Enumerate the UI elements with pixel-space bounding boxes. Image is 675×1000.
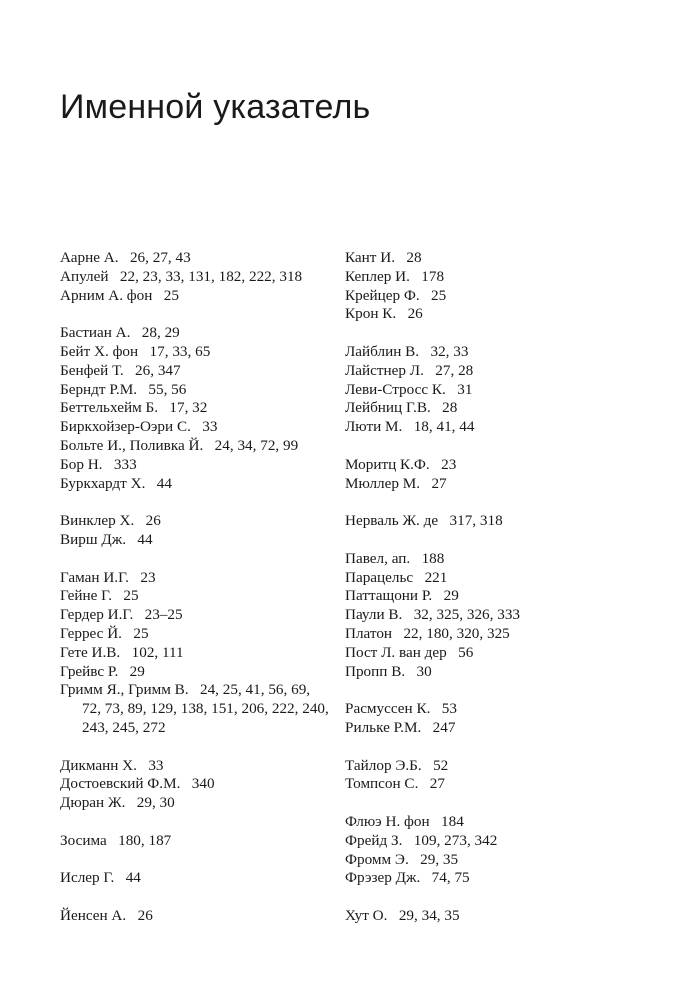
index-entry [60, 456, 330, 475]
entry-name: Фромм Э. [345, 850, 409, 868]
entry-name: Гаман И.Г. [60, 568, 129, 586]
index-entry [60, 268, 330, 287]
index-entry [345, 832, 635, 851]
index-letter-group [345, 456, 635, 494]
entry-pages: 25 [431, 286, 447, 304]
entry-pages: 25 [133, 624, 149, 642]
entry-pages: 18, 41, 44 [413, 418, 475, 436]
index-entry [60, 531, 330, 550]
entry-name: Винклер Х. [60, 512, 135, 530]
index-entry [345, 249, 635, 268]
entry-name: Крон К. [345, 305, 397, 323]
index-entry [60, 249, 330, 268]
index-entry [60, 437, 330, 456]
entry-name: Ислер Г. [60, 869, 115, 887]
entry-pages: 24, 34, 72, 99 [214, 436, 299, 454]
entry-pages: 333 [113, 455, 137, 473]
entry-name: Геррес Й. [60, 624, 122, 642]
entry-pages: 27, 28 [435, 361, 474, 379]
index-entry [60, 512, 330, 531]
index-entry [345, 907, 635, 926]
index-letter-group [60, 324, 330, 493]
index-entry [60, 343, 330, 362]
index-letter-group [60, 569, 330, 738]
entry-pages: 31 [457, 380, 473, 398]
index-entry [60, 794, 330, 813]
index-letter-group [345, 813, 635, 888]
entry-name: Вирш Дж. [60, 530, 126, 548]
index-entry [345, 456, 635, 475]
entry-pages: 53 [441, 700, 457, 718]
index-entry [60, 587, 330, 606]
index-letter-group [60, 869, 330, 888]
entry-name: Тайлор Э.Б. [345, 756, 422, 774]
entry-name: Достоевский Ф.М. [60, 775, 181, 793]
entry-pages: 44 [156, 474, 172, 492]
entry-name: Дикманн Х. [60, 756, 137, 774]
entry-name: Флюэ Н. фон [345, 812, 430, 830]
entry-name: Крейцер Ф. [345, 286, 420, 304]
entry-pages: 30 [416, 662, 432, 680]
entry-name: Платон [345, 624, 393, 642]
entry-name: Арним А. фон [60, 286, 153, 304]
index-entry [345, 512, 635, 531]
index-entry [60, 418, 330, 437]
index-entry [60, 569, 330, 588]
entry-pages: 23 [441, 455, 457, 473]
entry-pages: 17, 32 [169, 399, 208, 417]
entry-pages: 28 [406, 249, 422, 266]
index-letter-group [345, 757, 635, 795]
entry-pages: 27 [429, 775, 445, 793]
index-entry [60, 869, 330, 888]
index-letter-group [60, 907, 330, 926]
index-letter-group [60, 249, 330, 305]
index-entry [60, 324, 330, 343]
entry-pages: 188 [421, 549, 445, 567]
index-letter-group [345, 907, 635, 926]
index-entry [60, 381, 330, 400]
index-entry [345, 475, 635, 494]
index-entry [60, 625, 330, 644]
entry-pages: 29, 30 [136, 794, 175, 812]
entry-pages: 109, 273, 342 [413, 831, 498, 849]
index-entry [345, 362, 635, 381]
entry-pages: 29, 35 [420, 850, 459, 868]
entry-pages: 317, 318 [449, 512, 503, 530]
entry-name: Биркхойзер-Оэри С. [60, 418, 191, 436]
entry-pages: 24, 25, 41, 56, 69, 72, 73, 89, 129, 138, 151, 206, 222, 240, 243, 245, 272 [82, 681, 329, 736]
index-entry [345, 813, 635, 832]
index-entry [345, 343, 635, 362]
entry-name: Фрейд З. [345, 831, 403, 849]
entry-pages: 221 [424, 568, 448, 586]
entry-pages: 74, 75 [431, 869, 470, 887]
index-column-left [60, 249, 330, 944]
index-entry [345, 625, 635, 644]
index-entry [345, 418, 635, 437]
entry-pages: 26 [137, 906, 153, 924]
index-column-right [345, 249, 635, 944]
entry-name: Лайблин В. [345, 342, 420, 360]
entry-pages: 32, 33 [430, 342, 469, 360]
entry-name: Павел, ап. [345, 549, 411, 567]
entry-pages: 33 [202, 418, 218, 436]
entry-name: Пост Л. ван дер [345, 643, 447, 661]
entry-name: Леви-Стросс К. [345, 380, 446, 398]
index-entry [60, 399, 330, 418]
entry-pages: 33 [148, 756, 164, 774]
index-entry [60, 644, 330, 663]
entry-pages: 25 [163, 286, 179, 304]
index-letter-group [345, 700, 635, 738]
index-letter-group [60, 757, 330, 813]
entry-pages: 180, 187 [118, 831, 172, 849]
index-entry [60, 907, 330, 926]
entry-pages: 52 [433, 756, 449, 774]
entry-pages: 26 [407, 305, 423, 323]
page-title: Именной указатель [60, 88, 371, 126]
index-entry [345, 663, 635, 682]
entry-name: Аарне А. [60, 249, 119, 266]
entry-name: Кант И. [345, 249, 395, 266]
index-entry [60, 681, 330, 737]
entry-name: Бор Н. [60, 455, 103, 473]
entry-name: Больте И., Поливка Й. [60, 436, 204, 454]
entry-pages: 56 [458, 643, 474, 661]
entry-name: Фрэзер Дж. [345, 869, 421, 887]
entry-pages: 28, 29 [141, 324, 180, 342]
entry-name: Пропп В. [345, 662, 406, 680]
entry-pages: 29, 34, 35 [398, 906, 460, 924]
entry-name: Моритц К.Ф. [345, 455, 430, 473]
index-entry [60, 757, 330, 776]
entry-pages: 29 [443, 587, 459, 605]
entry-pages: 102, 111 [131, 643, 184, 661]
entry-pages: 26, 347 [135, 361, 181, 379]
entry-name: Дюран Ж. [60, 794, 126, 812]
entry-name: Паттащони Р. [345, 587, 433, 605]
index-entry [60, 475, 330, 494]
index-entry [345, 606, 635, 625]
entry-pages: 44 [137, 530, 153, 548]
entry-name: Гримм Я., Гримм В. [60, 681, 189, 699]
index-entry [345, 287, 635, 306]
entry-pages: 178 [421, 267, 445, 285]
index-entry [60, 287, 330, 306]
entry-pages: 17, 33, 65 [149, 342, 211, 360]
index-entry [345, 381, 635, 400]
index-letter-group [60, 832, 330, 851]
index-entry [345, 851, 635, 870]
entry-name: Хут О. [345, 906, 388, 924]
index-entry [345, 587, 635, 606]
entry-name: Йенсен А. [60, 906, 127, 924]
entry-name: Гердер И.Г. [60, 606, 134, 624]
entry-name: Бастиан А. [60, 324, 131, 342]
entry-name: Бенфей Т. [60, 361, 124, 379]
entry-name: Лайстнер Л. [345, 361, 424, 379]
entry-name: Зосима [60, 831, 107, 849]
index-letter-group [345, 550, 635, 682]
index-letter-group [60, 512, 330, 550]
entry-name: Грейвс Р. [60, 662, 119, 680]
index-entry [345, 757, 635, 776]
entry-pages: 25 [123, 587, 139, 605]
entry-pages: 22, 180, 320, 325 [403, 624, 510, 642]
index-entry [60, 606, 330, 625]
entry-name: Томпсон С. [345, 775, 419, 793]
index-entry [60, 362, 330, 381]
index-entry [345, 719, 635, 738]
entry-name: Беттельхейм Б. [60, 399, 158, 417]
index-entry [60, 775, 330, 794]
entry-pages: 22, 23, 33, 131, 182, 222, 318 [119, 267, 303, 285]
entry-pages: 29 [129, 662, 145, 680]
entry-pages: 184 [441, 812, 464, 830]
index-entry [60, 663, 330, 682]
entry-name: Парацельс [345, 568, 414, 586]
index-entry [345, 775, 635, 794]
entry-name: Нерваль Ж. де [345, 512, 439, 530]
index-letter-group [345, 512, 635, 531]
entry-pages: 32, 325, 326, 333 [413, 606, 520, 624]
entry-name: Люти М. [345, 418, 403, 436]
index-entry [345, 550, 635, 569]
index-entry [345, 700, 635, 719]
entry-pages: 55, 56 [148, 380, 187, 398]
index-entry [345, 569, 635, 588]
entry-name: Лейбниц Г.В. [345, 399, 431, 417]
entry-pages: 247 [432, 718, 456, 736]
index-entry [345, 268, 635, 287]
entry-pages: 340 [191, 775, 215, 793]
entry-name: Гейне Г. [60, 587, 113, 605]
entry-pages: 28 [442, 399, 458, 417]
entry-pages: 23–25 [144, 606, 183, 624]
index-entry [60, 832, 330, 851]
entry-pages: 26, 27, 43 [129, 249, 191, 266]
index-letter-group [345, 343, 635, 437]
index-entry [345, 399, 635, 418]
entry-name: Гете И.В. [60, 643, 121, 661]
entry-pages: 27 [431, 474, 447, 492]
entry-pages: 26 [145, 512, 161, 530]
index-letter-group [345, 249, 635, 324]
index-entry [345, 869, 635, 888]
entry-name: Расмуссен К. [345, 700, 431, 718]
entry-name: Берндт Р.М. [60, 380, 137, 398]
entry-name: Апулей [60, 267, 109, 285]
entry-name: Рильке Р.М. [345, 718, 422, 736]
entry-name: Мюллер М. [345, 474, 421, 492]
entry-name: Бейт Х. фон [60, 342, 139, 360]
entry-name: Кеплер И. [345, 267, 410, 285]
entry-pages: 23 [140, 568, 156, 586]
entry-pages: 44 [125, 869, 141, 887]
index-entry [345, 305, 635, 324]
entry-name: Паули В. [345, 606, 403, 624]
entry-name: Буркхардт Х. [60, 474, 146, 492]
index-entry [345, 644, 635, 663]
